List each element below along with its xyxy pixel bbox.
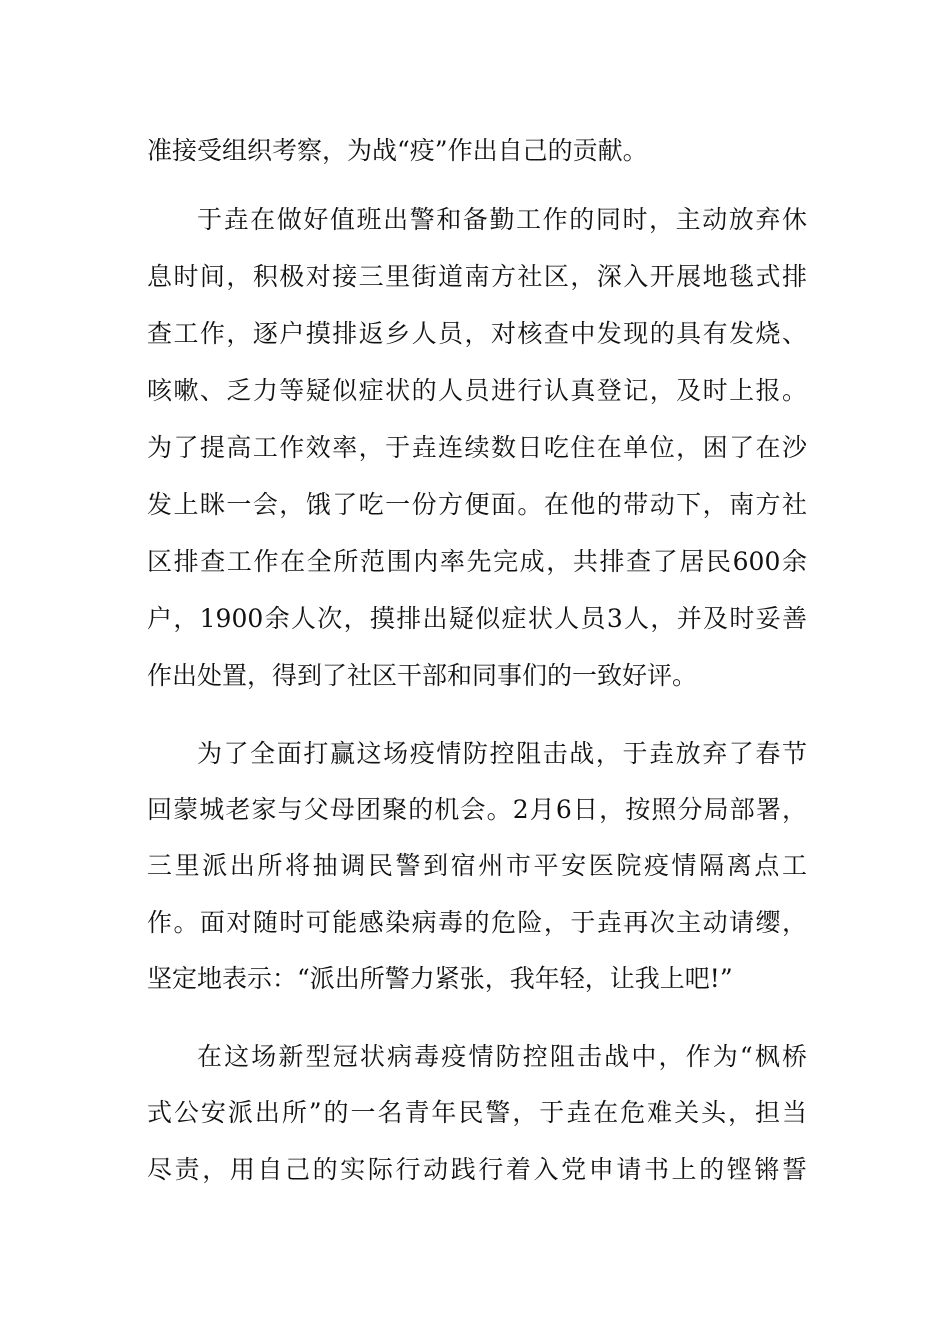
text-line: 准接受组织考察，为战“疫”作出自己的贡献。 [147,136,648,165]
text-line: 回蒙城老家与父母团聚的机会。2月6日，按照分局部署， [147,795,807,824]
text-line: 作。面对随时可能感染病毒的危险，于垚再次主动请缨， [147,908,807,937]
text-line: 作出处置，得到了社区干部和同事们的一致好评。 [147,661,698,690]
text-line: 坚定地表示：“派出所警力紧张，我年轻，让我上吧!” [147,964,733,993]
text-line: 区排查工作在全所范围内率先完成，共排查了居民600余 [147,547,807,576]
text-line: 在这场新型冠状病毒疫情防控阻击战中，作为“枫桥 [197,1042,807,1071]
text-line: 式公安派出所”的一名青年民警，于垚在危难关头，担当 [147,1098,807,1127]
text-line: 为了提高工作效率，于垚连续数日吃住在单位，困了在沙 [147,433,807,462]
text-line: 户，1900余人次，摸排出疑似症状人员3人，并及时妥善 [147,604,807,633]
text-line: 于垚在做好值班出警和备勤工作的同时，主动放弃休 [197,205,807,234]
text-line: 咳嗽、乏力等疑似症状的人员进行认真登记，及时上报。 [147,376,807,405]
text-line: 息时间，积极对接三里街道南方社区，深入开展地毯式排 [147,262,807,291]
text-line: 尽责，用自己的实际行动践行着入党申请书上的铿锵誓 [147,1155,807,1184]
text-line: 查工作，逐户摸排返乡人员，对核查中发现的具有发烧、 [147,319,807,348]
text-line: 三里派出所将抽调民警到宿州市平安医院疫情隔离点工 [147,851,807,880]
text-line: 发上眯一会，饿了吃一份方便面。在他的带动下，南方社 [147,490,807,519]
text-line: 为了全面打赢这场疫情防控阻击战，于垚放弃了春节 [197,739,807,768]
